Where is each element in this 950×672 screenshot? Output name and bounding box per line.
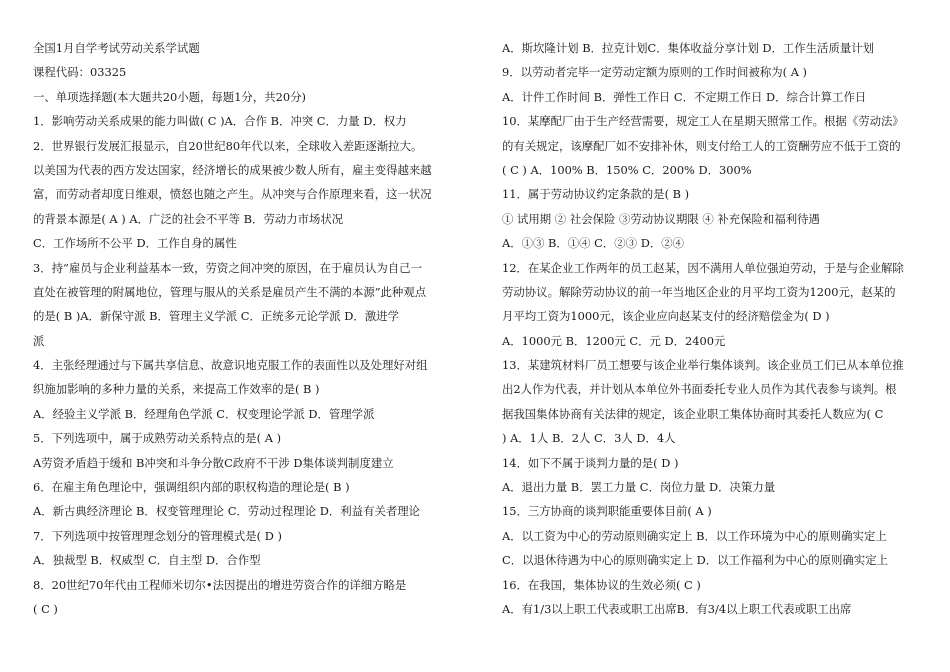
text-line: 4．主张经理通过与下属共享信息、故意识地克服工作的表面性以及处理好对组 bbox=[33, 358, 428, 373]
text-line: C．以退休待遇为中心的原则确实定上 D．以工作福利为中心的原则确实定上 bbox=[502, 553, 888, 568]
text-line: 据我国集体协商有关法律的规定，该企业职工集体协商时其委托人数应为( C bbox=[502, 406, 884, 421]
text-line: 全国1月自学考试劳动关系学试题 bbox=[33, 41, 200, 55]
text-line: C．工作场所不公平 D．工作自身的属性 bbox=[33, 236, 237, 251]
text-line: A．有1/3以上职工代表或职工出席B．有3/4以上职工代表或职工出席 bbox=[502, 601, 852, 616]
text-line: 织施加影响的多种力量的关系，来提高工作效率的是( B ) bbox=[33, 382, 320, 397]
text-line: 8．20世纪70年代由工程师米切尔•法因提出的增进劳资合作的详细方略是 bbox=[33, 577, 407, 592]
text-line: ( C ) A．100% B．150% C．200% D．300% bbox=[502, 162, 752, 177]
text-line: A．退出力量 B．罢工力量 C．岗位力量 D．决策力量 bbox=[502, 480, 776, 495]
text-line: 11．属于劳动协议约定条款的是( B ) bbox=[502, 187, 690, 202]
text-line: 的是( B )A．新保守派 B．管理主义学派 C．正统多元论学派 D．激进学 bbox=[33, 309, 399, 324]
text-line: 15．三方协商的谈判职能重要体目前( A ) bbox=[502, 504, 712, 519]
text-line: A．以工资为中心的劳动原则确实定上 B．以工作环境为中心的原则确实定上 bbox=[502, 528, 887, 543]
text-line: 劳动协议。解除劳动协议的前一年当地区企业的月平均工资为1200元，赵某的 bbox=[502, 284, 896, 299]
text-line: 的背景本源是( A ) A．广泛的社会不平等 B．劳动力市场状况 bbox=[33, 211, 344, 226]
text-line: 5．下列选项中，属于成熟劳动关系特点的是( A ) bbox=[33, 431, 282, 446]
text-line: 的有关规定，该摩配厂如不安排补休，则支付给工人的工资酬劳应不低于工资的 bbox=[502, 138, 901, 153]
text-line: 14．如下不属于谈判力量的是( D ) bbox=[502, 455, 679, 470]
text-line: 9．以劳动者完毕一定劳动定额为原则的工作时间被称为( A ) bbox=[502, 65, 807, 80]
text-line: 月平均工资为1000元，该企业应向赵某支付的经济赔偿金为( D ) bbox=[502, 309, 830, 324]
right-column bbox=[502, 36, 922, 621]
text-line: 派 bbox=[33, 333, 45, 348]
text-line: 课程代码：03325 bbox=[33, 65, 127, 80]
text-line: A．经验主义学派 B．经理角色学派 C．权变理论学派 D．管理学派 bbox=[33, 406, 375, 421]
text-line: 13．某建筑材料厂员工想要与该企业举行集体谈判。该企业员工们已从本单位推 bbox=[502, 358, 904, 373]
text-line: 16．在我国，集体协议的生效必须( C ) bbox=[502, 577, 701, 592]
text-line: ① 试用期 ② 社会保险 ③劳动协议期限 ④ 补充保险和福利待遇 bbox=[502, 211, 820, 226]
text-line: A．计件工作时间 B．弹性工作日 C．不定期工作日 D．综合计算工作日 bbox=[502, 89, 867, 104]
text-line: A．新古典经济理论 B．权变管理理论 C．劳动过程理论 D．利益有关者理论 bbox=[33, 504, 421, 519]
text-line: 7．下列选项中按管理理念划分的管理模式是( D ) bbox=[33, 528, 282, 543]
text-line: A．①③ B．①④ C．②③ D．②④ bbox=[502, 236, 684, 251]
text-line: A．1000元 B．1200元 C．元 D．2400元 bbox=[502, 333, 726, 348]
text-line: ) A．1人 B．2人 C．3人 D．4人 bbox=[502, 431, 676, 446]
text-line: 出2人作为代表，并计划从本单位外书面委托专业人员作为其代表参与谈判。根 bbox=[502, 382, 897, 397]
text-line: 1．影响劳动关系成果的能力叫做( C )A．合作 B．冲突 C．力量 D．权力 bbox=[33, 114, 407, 129]
text-line: 10．某摩配厂由于生产经营需要，规定工人在星期天照常工作。根据《劳动法》 bbox=[502, 114, 904, 129]
text-line: 12．在某企业工作两年的员工赵某，因不满用人单位强迫劳动，于是与企业解除 bbox=[502, 260, 904, 275]
text-line: 以美国为代表的西方发达国家，经济增长的成果被少数人所有，雇主变得越来越 bbox=[33, 162, 432, 177]
text-line: A．独裁型 B．权威型 C．自主型 D．合作型 bbox=[33, 553, 261, 568]
text-line: 6．在雇主角色理论中，强调组织内部的职权构造的理论是( B ) bbox=[33, 480, 350, 495]
text-line: A．斯坎隆计划 B．拉克计划C．集体收益分享计划 D．工作生活质量计划 bbox=[502, 41, 875, 55]
text-line: 一、单项选择题(本大题共20小题，每题1分，共20分) bbox=[33, 89, 306, 104]
text-line: 2．世界银行发展汇报显示，自20世纪80年代以来，全球收入差距逐渐拉大。 bbox=[33, 138, 423, 153]
text-line: 富，而劳动者却度日维艰，愤怒也随之产生。从冲突与合作原理来看，这一状况 bbox=[33, 187, 432, 202]
left-column bbox=[33, 36, 463, 621]
text-line: A劳资矛盾趋于缓和 B冲突和斗争分散C政府不干涉 D集体谈判制度建立 bbox=[33, 455, 394, 470]
text-line: 3．持“雇员与企业利益基本一致，劳资之间冲突的原因，在于雇员认为自己一 bbox=[33, 260, 422, 275]
text-line: 直处在被管理的附属地位，管理与服从的关系是雇员产生不满的本源”此种观点 bbox=[33, 284, 427, 299]
text-line: ( C ) bbox=[33, 601, 58, 616]
